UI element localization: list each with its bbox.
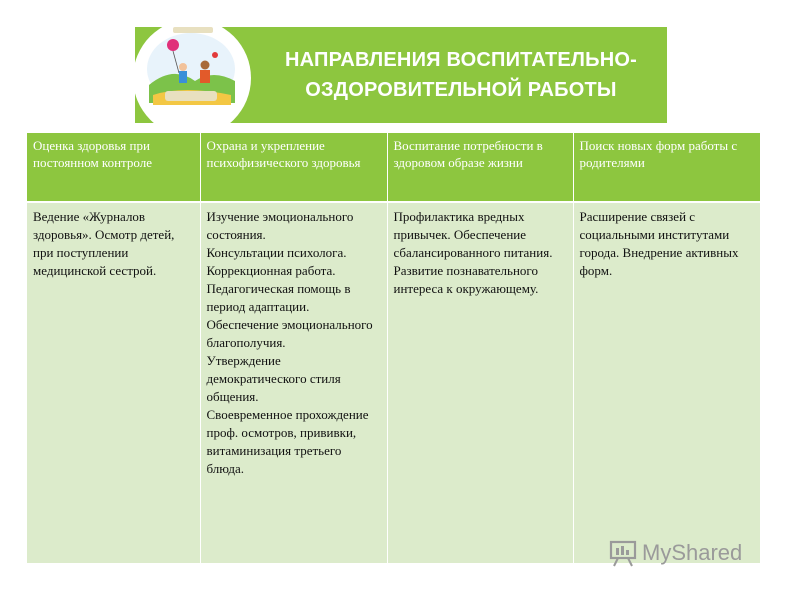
column-header: Поиск новых форм работы с родителями xyxy=(573,133,760,202)
table-cell: Ведение «Журналов здоровья». Осмотр детей, при поступлении медицинской сестрой. xyxy=(27,202,200,563)
table-cell: Расширение связей с социальными институтами города. Внедрение активных форм. xyxy=(573,202,760,563)
page-title xyxy=(255,45,667,105)
column-header: Охрана и укрепление психофизического здоровья xyxy=(200,133,387,202)
column-header: Оценка здоровья при постоянном контроле xyxy=(27,133,200,202)
watermark-text: MyShared xyxy=(642,540,743,565)
table-header-row xyxy=(27,133,760,202)
directions-table xyxy=(27,133,760,563)
table-cell: Профилактика вредных привычек. Обеспечение сбалансированного питания. Развитие познавательного интереса к окружающему. xyxy=(387,202,573,563)
kindergarten-logo xyxy=(135,27,251,123)
table-cell: Изучение эмоционального состояния. Консультации психолога. Коррекционная работа. Педагогическая помощь в период адаптации. Обеспечение эмоционального благополучия. Утверждение демократического стиля общения. Своевременное прохождение проф. осмотров, прививки, витаминизация третьего блюда. xyxy=(200,202,387,563)
myshared-watermark xyxy=(608,538,742,568)
page-title-line-2: ОЗДОРОВИТЕЛЬНОЙ РАБОТЫ xyxy=(305,79,617,101)
column-header: Воспитание потребности в здоровом образе жизни xyxy=(387,133,573,202)
kindergarten-logo-icon xyxy=(143,27,239,109)
presentation-board-icon xyxy=(608,539,638,567)
page-title-line-1: НАПРАВЛЕНИЯ ВОСПИТАТЕЛЬНО- xyxy=(284,49,638,71)
table-row xyxy=(27,202,760,563)
title-banner xyxy=(135,27,667,123)
